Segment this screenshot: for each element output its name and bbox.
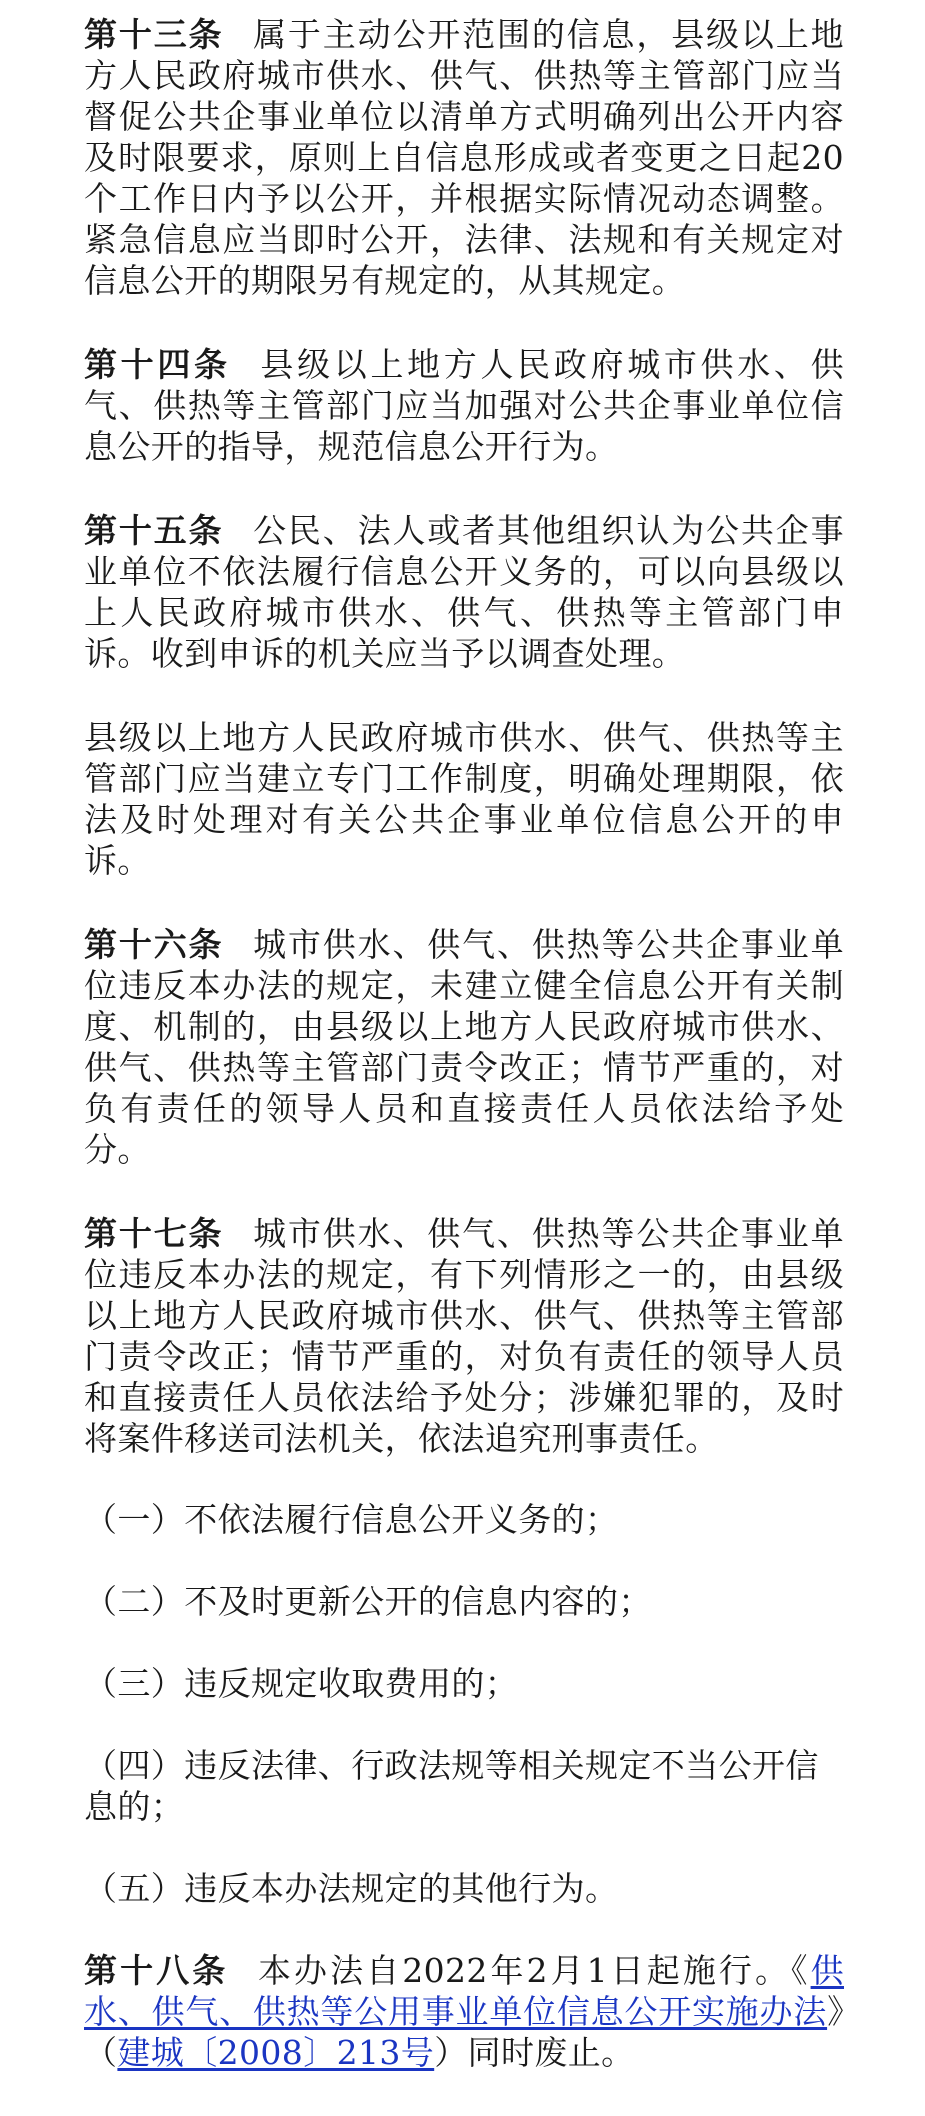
article-13-number: 第十三条 bbox=[84, 15, 224, 54]
document-number-link[interactable]: 建城〔2008〕213号 bbox=[117, 2033, 435, 2072]
article-15-paragraph-2: 县级以上地方人民政府城市供水、供气、供热等主管部门应当建立专门工作制度，明确处理期限，依法及时处理对有关公共企事业单位信息公开的申诉。 bbox=[84, 718, 844, 880]
article-17-text: 城市供水、供气、供热等公共企事业单位违反本办法的规定，有下列情形之一的，由县级以上地方人民政府城市供水、供气、供热等主管部门责令改正；情节严重的，对负有责任的领导人员和直接责任人员依法给予处分；涉嫌犯罪的，及时将案件移送司法机关，依法追究刑事责任。 bbox=[84, 1214, 844, 1458]
article-16-text: 城市供水、供气、供热等公共企事业单位违反本办法的规定，未建立健全信息公开有关制度、机制的，由县级以上地方人民政府城市供水、供气、供热等主管部门责令改正；情节严重的，对负有责任的领导人员和直接责任人员依法给予处分。 bbox=[84, 925, 844, 1169]
article-17-number: 第十七条 bbox=[84, 1214, 224, 1253]
article-17-item-5: （五）违反本办法规定的其他行为。 bbox=[84, 1869, 619, 1908]
article-17-item-1: （一）不依法履行信息公开义务的； bbox=[84, 1500, 619, 1539]
article-17-item-4: （四）违反法律、行政法规等相关规定不当公开信息的； bbox=[84, 1746, 819, 1826]
article-15 bbox=[84, 510, 844, 674]
article-18-text-mid: 》（ bbox=[84, 1992, 844, 2072]
article-13 bbox=[84, 14, 844, 301]
article-15-number: 第十五条 bbox=[84, 511, 224, 550]
repealed-document-link[interactable]: 供水、供气、供热等公用事业单位信息公开实施办法 bbox=[84, 1951, 844, 2031]
article-14-text: 县级以上地方人民政府城市供水、供气、供热等主管部门应当加强对公共企事业单位信息公开的指导，规范信息公开行为。 bbox=[84, 345, 844, 466]
document-body bbox=[84, 14, 844, 2116]
article-17 bbox=[84, 1213, 844, 1459]
article-14-number: 第十四条 bbox=[84, 345, 231, 384]
article-18-text-before: 本办法自2022年2月1日起施行。《 bbox=[257, 1951, 811, 1990]
article-15-text: 公民、法人或者其他组织认为公共企事业单位不依法履行信息公开义务的，可以向县级以上人民政府城市供水、供气、供热等主管部门申诉。收到申诉的机关应当予以调查处理。 bbox=[84, 511, 844, 673]
article-18-number: 第十八条 bbox=[84, 1951, 229, 1990]
article-16-number: 第十六条 bbox=[84, 925, 224, 964]
article-17-item-3: （三）违反规定收取费用的； bbox=[84, 1664, 519, 1703]
article-13-text: 属于主动公开范围的信息，县级以上地方人民政府城市供水、供气、供热等主管部门应当督促公共企事业单位以清单方式明确列出公开内容及时限要求，原则上自信息形成或者变更之日起20个工作日内予以公开，并根据实际情况动态调整。紧急信息应当即时公开，法律、法规和有关规定对信息公开的期限另有规定的，从其规定。 bbox=[84, 15, 844, 300]
article-18 bbox=[84, 1950, 844, 2073]
article-18-text-after: ）同时废止。 bbox=[434, 2033, 635, 2072]
article-17-item-2: （二）不及时更新公开的信息内容的； bbox=[84, 1582, 652, 1621]
article-14 bbox=[84, 344, 844, 467]
article-16 bbox=[84, 924, 844, 1170]
